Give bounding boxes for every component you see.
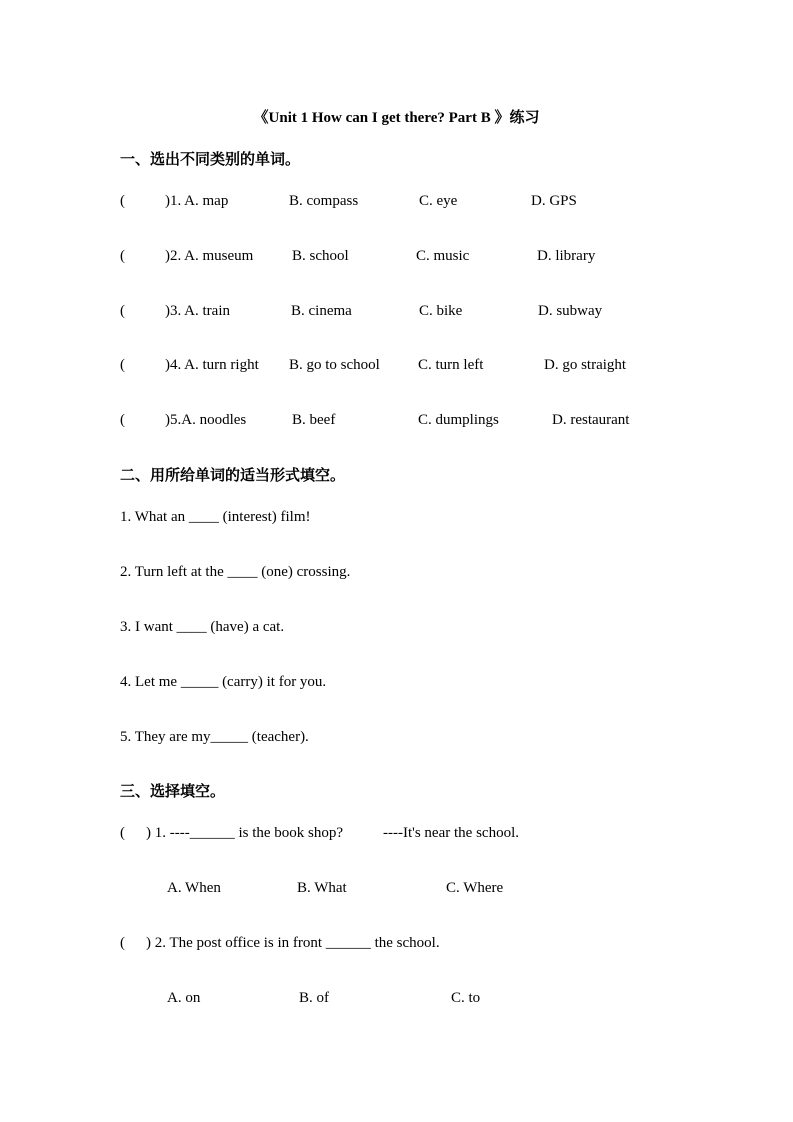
answer-paren: ( [120,193,125,209]
option-a: A. on [167,990,201,1006]
section2-heading: 二、用所给单词的适当形式填空。 [120,466,346,484]
option-d: D. library [537,248,596,264]
option-c: C. eye [419,193,458,209]
option-c: C. bike [419,303,463,319]
option-d: D. go straight [544,357,627,373]
fill-in-item: 1. What an ____ (interest) film! [120,509,311,525]
option-b: B. beef [292,412,336,428]
option-b: B. of [299,990,329,1006]
answer-paren: ( [120,303,125,319]
answer-paren: ( [120,825,125,841]
answer-paren: ( [120,412,125,428]
option-c: C. Where [446,880,504,896]
question-stem: )1. A. map [165,193,229,209]
fill-in-item: 5. They are my_____ (teacher). [120,729,309,745]
fill-in-item: 4. Let me _____ (carry) it for you. [120,674,327,690]
question-stem: )2. A. museum [165,248,254,264]
answer-paren: ( [120,935,125,951]
question-stem: )3. A. train [165,303,230,319]
option-b: B. compass [289,193,359,209]
section3-heading: 三、选择填空。 [120,782,226,800]
answer-paren: ( [120,357,125,373]
option-b: B. What [297,880,347,896]
answer-paren: ( [120,248,125,264]
option-b: B. go to school [289,357,380,373]
fill-in-item: 2. Turn left at the ____ (one) crossing. [120,564,351,580]
option-c: C. turn left [418,357,484,373]
option-c: C. to [451,990,481,1006]
option-b: B. cinema [291,303,352,319]
question-stem: ) 2. The post office is in front ______ the school. [146,935,440,951]
question-stem: ) 1. ----______ is the book shop? [146,825,344,841]
option-c: C. music [416,248,470,264]
question-stem: )5.A. noodles [165,412,247,428]
question-stem: )4. A. turn right [165,357,259,373]
fill-in-item: 3. I want ____ (have) a cat. [120,619,285,635]
page-title: 《Unit 1 How can I get there? Part B 》练习 [253,110,540,126]
option-c: C. dumplings [418,412,499,428]
option-d: D. restaurant [552,412,630,428]
option-d: D. subway [538,303,603,319]
option-d: D. GPS [531,193,577,209]
option-a: A. When [167,880,221,896]
option-b: B. school [292,248,349,264]
question-reply: ----It's near the school. [383,825,519,841]
section1-heading: 一、选出不同类别的单词。 [120,150,301,168]
